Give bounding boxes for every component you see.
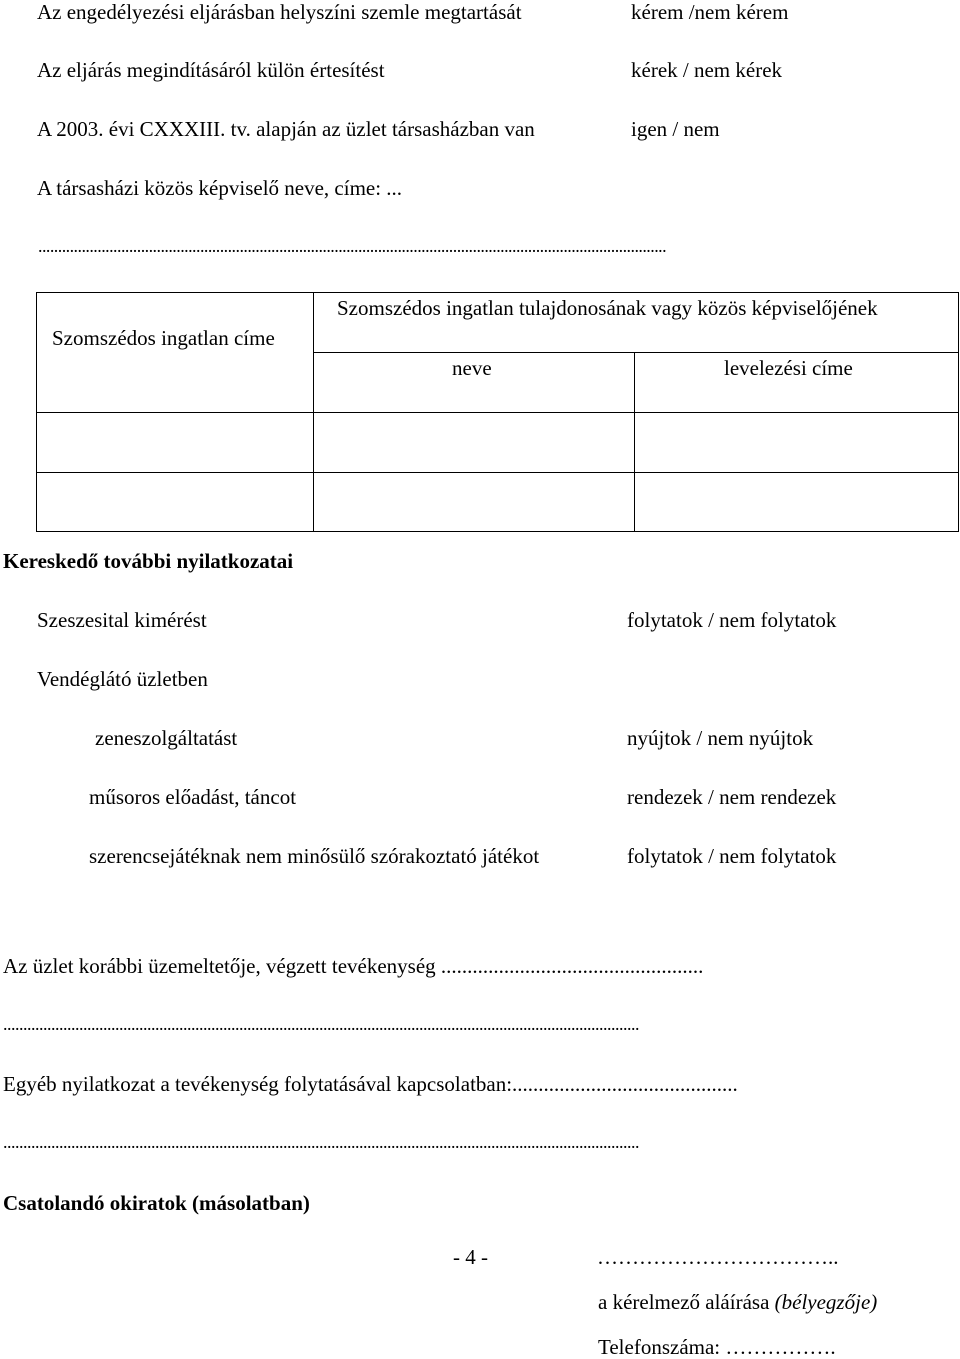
table-border-mid <box>313 352 959 353</box>
alcohol-label: Szeszesital kimérést <box>37 608 207 632</box>
address-header: Szomszédos ingatlan címe <box>52 326 275 350</box>
table-cell-name-2[interactable] <box>314 473 634 531</box>
merchant-section-title: Kereskedő további nyilatkozatai <box>3 549 294 573</box>
signature-line[interactable]: …………………………….. <box>597 1245 839 1269</box>
owner-header: Szomszédos ingatlan tulajdonosának vagy közös képviselőjének <box>337 296 878 320</box>
mail-header: levelezési címe <box>724 356 853 380</box>
signature-label <box>598 1292 877 1313</box>
declaration-condominium-label: A 2003. évi CXXXIII. tv. alapján az üzlet társasházban van <box>37 117 535 141</box>
declaration-inspection-option[interactable]: kérem /nem kérem <box>631 0 789 24</box>
table-border-bottom <box>36 531 959 532</box>
table-cell-mail-1[interactable] <box>635 413 958 472</box>
phone-field[interactable]: ……………. <box>725 1335 836 1359</box>
table-cell-address-1[interactable] <box>37 413 313 472</box>
attachments-title: Csatolandó okiratok (másolatban) <box>3 1191 310 1215</box>
phone-row <box>598 1337 836 1358</box>
declaration-inspection-label: Az engedélyezési eljárásban helyszíni szemle megtartását <box>37 0 522 24</box>
show-option[interactable]: rendezek / nem rendezek <box>627 785 837 809</box>
table-cell-address-2[interactable] <box>37 473 313 531</box>
signature-label-stamp: (bélyegzője) <box>774 1290 878 1314</box>
games-option[interactable]: folytatok / nem folytatok <box>627 844 837 868</box>
table-border-top <box>36 292 959 293</box>
music-label: zeneszolgáltatást <box>95 726 238 750</box>
page-number: - 4 - <box>453 1245 488 1269</box>
hospitality-label: Vendéglátó üzletben <box>37 667 208 691</box>
table-cell-name-1[interactable] <box>314 413 634 472</box>
previous-operator-label[interactable]: Az üzlet korábbi üzemeltetője, végzett tevékenység .................................................. <box>3 954 704 978</box>
alcohol-option[interactable]: folytatok / nem folytatok <box>627 608 837 632</box>
previous-operator-dots[interactable]: ............................................................................................................................................................... <box>3 1014 639 1034</box>
table-cell-mail-2[interactable] <box>635 473 958 531</box>
other-statement-label[interactable]: Egyéb nyilatkozat a tevékenység folytatásával kapcsolatban:........................................... <box>3 1072 738 1096</box>
signature-label-text: a kérelmező aláírása <box>598 1290 775 1314</box>
declaration-notification-label: Az eljárás megindításáról külön értesítést <box>37 58 385 82</box>
representative-label: A társasházi közös képviselő neve, címe: ... <box>37 176 403 200</box>
music-option[interactable]: nyújtok / nem nyújtok <box>627 726 814 750</box>
name-header: neve <box>452 356 492 380</box>
declaration-condominium-option[interactable]: igen / nem <box>631 117 720 141</box>
show-label: műsoros előadást, táncot <box>89 785 297 809</box>
table-border-right <box>958 292 959 532</box>
phone-label: Telefonszáma: <box>598 1335 726 1359</box>
declaration-notification-option[interactable]: kérek / nem kérek <box>631 58 783 82</box>
representative-dots[interactable]: ............................................................................................................................................................... <box>38 236 667 256</box>
other-statement-dots[interactable]: ............................................................................................................................................................... <box>3 1132 639 1152</box>
games-label: szerencsejátéknak nem minősülő szórakoztató játékot <box>89 844 540 868</box>
